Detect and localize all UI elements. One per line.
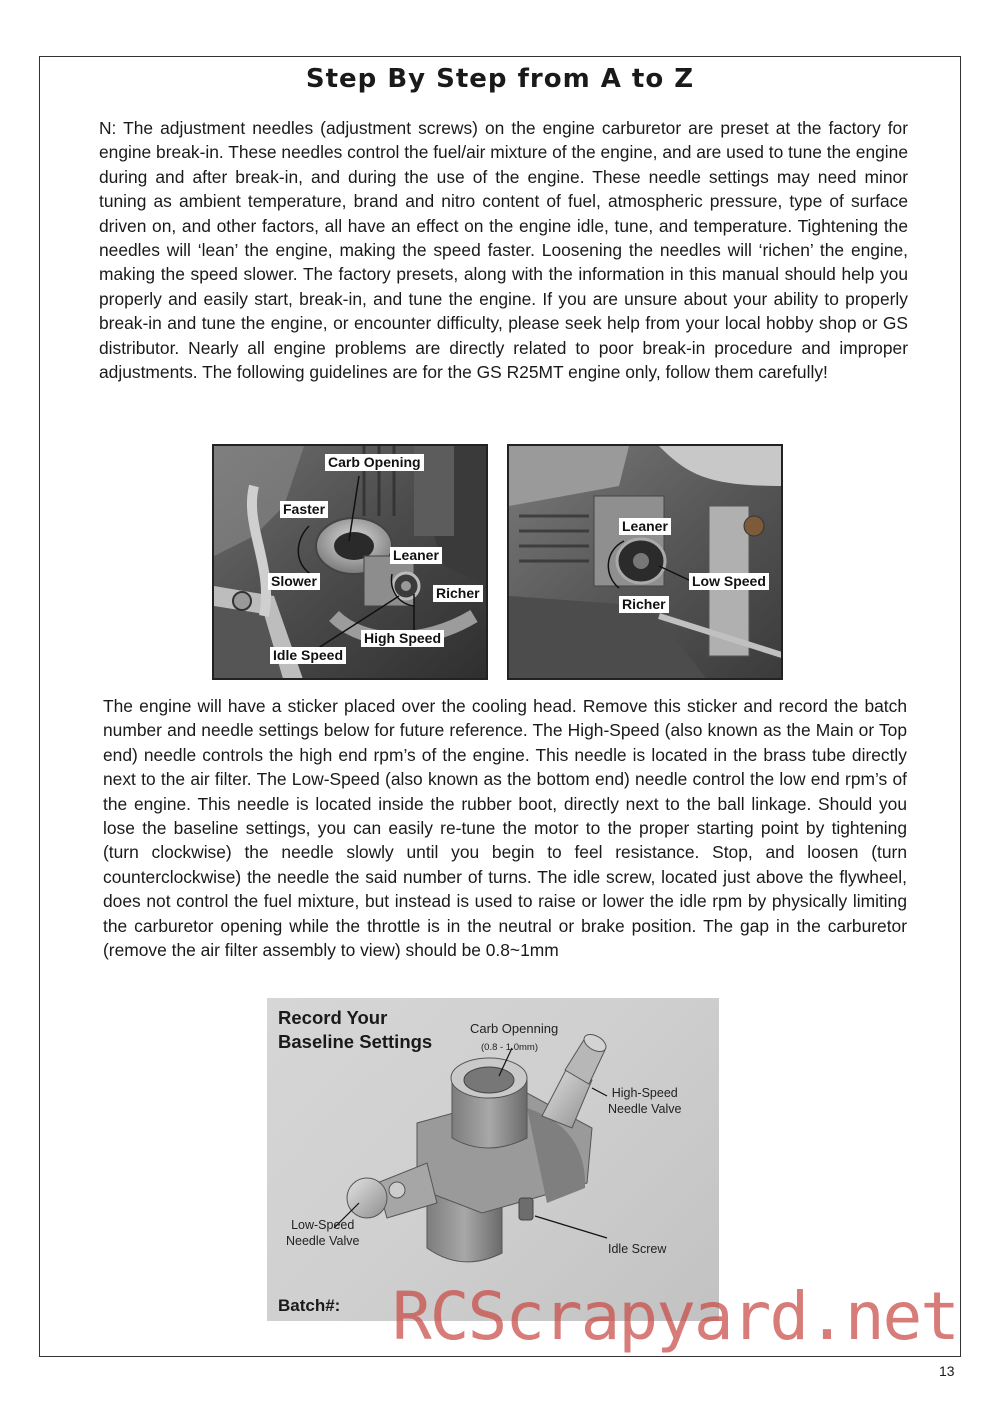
carb-range-label: (0.8 - 1.0mm) bbox=[481, 1042, 539, 1053]
low-speed-callout: Low Speed bbox=[689, 573, 769, 590]
high-speed-needle-label: High-Speed Needle Valve bbox=[608, 1086, 682, 1116]
richer-callout-left: Richer bbox=[433, 585, 483, 602]
engine-photo-right-graphic bbox=[509, 446, 783, 680]
idle-speed-callout: Idle Speed bbox=[270, 647, 346, 664]
watermark: RCScrapyard.net bbox=[392, 1278, 959, 1355]
carb-opening-callout: Carb Opening bbox=[325, 454, 424, 471]
slower-callout: Slower bbox=[268, 573, 320, 590]
leaner-callout-left: Leaner bbox=[390, 547, 442, 564]
high-speed-callout: High Speed bbox=[361, 630, 444, 647]
carb-openning-label: Carb Openning bbox=[470, 1021, 559, 1036]
richer-callout-right: Richer bbox=[619, 596, 669, 613]
page-number: 13 bbox=[939, 1363, 955, 1379]
intro-paragraph: N: The adjustment needles (adjustment screws) on the engine carburetor are preset at the factory for engine break-in. These needles control the fuel/air mixture of the engine, and are used to tune the engine during and after break-in, and during the use of the engine. These needle settings may need minor tuning as ambient temperature, brand and nitro content of fuel, atmospheric pressure, type of surface driven on, and other factors, all have an effect on the engine idle, tune, and temperature. Tightening the needles will ‘lean’ the engine, making the speed faster. Loosening the needles will ‘richen’ the engine, making the speed slower. The factory presets, along with the information in this manual should help you properly and easily start, break-in, and tune the engine. If you are unsure about your ability to properly break-in and tune the engine, or encounter difficulty, please seek help from your local hobby shop or GS distributor. Nearly all engine problems are directly related to poor break-in procedure and improper adjustments. The following guidelines are for the GS R25MT engine only, follow them carefully! bbox=[99, 118, 908, 383]
engine-photo-left-graphic bbox=[214, 446, 488, 680]
low-speed-needle-label: Low-Speed Needle Valve bbox=[286, 1218, 360, 1248]
panel-title bbox=[278, 1006, 432, 1054]
body-paragraph: The engine will have a sticker placed over the cooling head. Remove this sticker and record the batch number and needle settings below for future reference. The High-Speed (also known as the Main or Top end) needle controls the high end rpm’s of the engine. This needle is located in the brass tube directly next to the air filter. The Low-Speed (also known as the bottom end) needle control the low end rpm’s of the engine. This needle is located inside the rubber boot, directly next to the ball linkage. Should you lose the baseline settings, you can easily re-tune the motor to the proper starting point by tightening (turn clockwise) the needle slowly until you begin to feel resistance. Stop, and loosen (turn counterclockwise) the needle the said number of turns. The idle screw, located just above the flywheel, does not control the fuel mixture, but instead is used to raise or lower the idle rpm by physically limiting the carburetor opening while the throttle is in the neutral or brake position. The gap in the carburetor (remove the air filter assembly to view) should be 0.8~1mm bbox=[103, 696, 907, 961]
panel-title-line2: Baseline Settings bbox=[278, 1031, 433, 1052]
carburetor-photo-right bbox=[507, 444, 783, 680]
page-title: Step By Step from A to Z bbox=[305, 64, 695, 94]
faster-callout: Faster bbox=[280, 501, 328, 518]
batch-label: Batch#: bbox=[278, 1296, 341, 1315]
leaner-callout-right: Leaner bbox=[619, 518, 671, 535]
idle-screw-label: Idle Screw bbox=[608, 1242, 667, 1256]
panel-title-line1: Record Your bbox=[278, 1007, 388, 1028]
carburetor-photo-left bbox=[212, 444, 488, 680]
baseline-settings-panel bbox=[267, 998, 719, 1321]
